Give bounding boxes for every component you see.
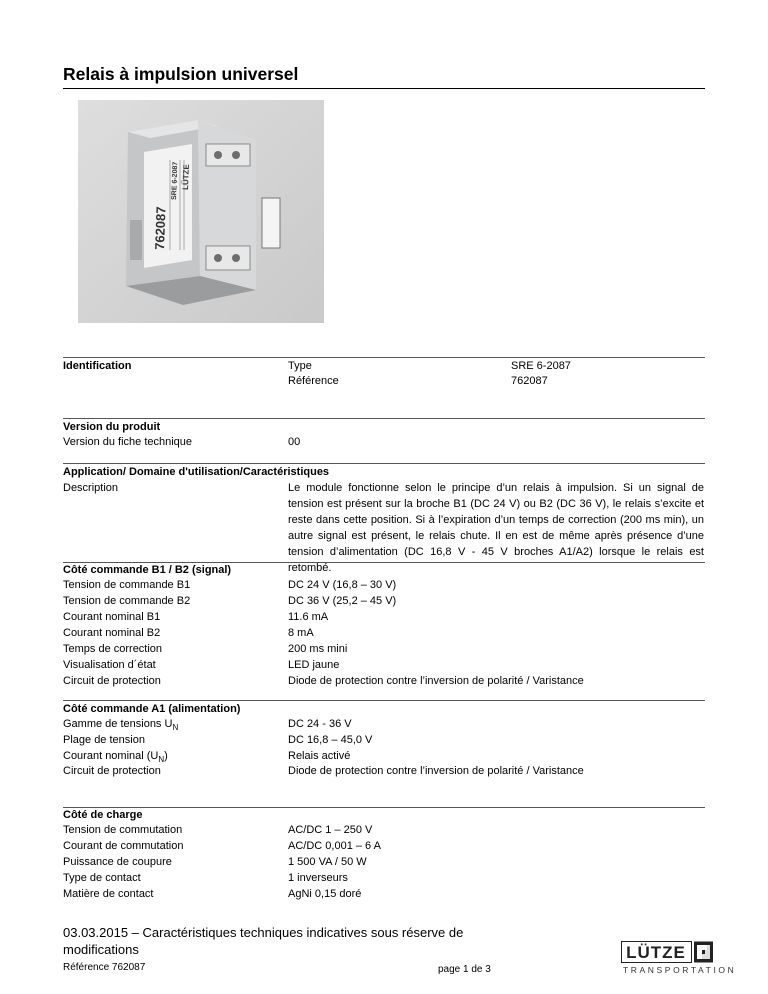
label-model: 762087: [152, 206, 169, 251]
product-photo: [78, 100, 324, 323]
cmd-b-label: Temps de correction: [63, 643, 163, 655]
relay-illustration: [78, 100, 324, 323]
fiche-version-label: Version du fiche technique: [63, 436, 193, 448]
divider: [63, 357, 705, 358]
reference-label: Référence: [288, 375, 339, 387]
brand-logo: [621, 941, 737, 975]
charge-label: Matière de contact: [63, 888, 154, 900]
section-header-charge: Côté de charge: [63, 809, 143, 821]
cmd-a-value: DC 16,8 – 45,0 V: [288, 734, 373, 746]
footer-disclaimer: 03.03.2015 – Caractéristiques techniques indicatives sous réserve de modifications: [63, 925, 464, 957]
charge-label: Tension de commutation: [63, 824, 183, 836]
cmd-b-value: LED jaune: [288, 659, 340, 671]
cmd-b-label: Circuit de protection: [63, 675, 161, 687]
section-header-version: Version du produit: [63, 421, 161, 433]
description-label: Description: [63, 482, 119, 494]
section-header-identification: Identification: [63, 360, 132, 372]
label-type: SRE 6-2087: [171, 161, 180, 201]
section-header-application: Application/ Domaine d'utilisation/Caractéristiques: [63, 466, 330, 478]
cmd-b-label: Tension de commande B1: [63, 579, 191, 591]
charge-label: Puissance de coupure: [63, 856, 172, 868]
cmd-a-value: DC 24 - 36 V: [288, 718, 352, 730]
charge-value: AgNi 0,15 doré: [288, 888, 362, 900]
cmd-b-value: DC 36 V (25,2 – 45 V): [288, 595, 397, 607]
logo-subtitle: TRANSPORTATION: [623, 965, 737, 975]
label-brand: LÜTZE: [181, 163, 191, 191]
cmd-a-label: Courant nominal $(U_N)$: [63, 750, 168, 765]
charge-value: 1 500 VA / 50 W: [288, 856, 367, 868]
cmd-b-value: DC 24 V (16,8 – 30 V): [288, 579, 397, 591]
divider: [63, 807, 705, 808]
cmd-b-label: Courant nominal B2: [63, 627, 161, 639]
cmd-b-value: 11.6 mA: [288, 611, 329, 623]
cmd-b-label: Courant nominal B1: [63, 611, 161, 623]
logo-text: LÜTZE: [626, 943, 686, 962]
charge-value: AC/DC 1 – 250 V: [288, 824, 373, 836]
charge-label: Type de contact: [63, 872, 141, 884]
cmd-a-label: Gamme de tensions $U_N$: [63, 718, 179, 733]
footer-reference: Référence 762087: [63, 962, 146, 973]
charge-value: 1 inverseurs: [288, 872, 348, 884]
cmd-a-label: Circuit de protection: [63, 765, 161, 777]
type-label: Type: [288, 360, 312, 372]
reference-value: 762087: [511, 375, 548, 387]
cmd-b-label: Visualisation d´état: [63, 659, 156, 671]
title-rule: [63, 88, 705, 89]
section-header-cmd-b: Côté commande B1 / B2 (signal): [63, 564, 232, 576]
page-number: page 1 de 3: [438, 964, 491, 975]
cmd-b-value: 8 mA: [288, 627, 314, 639]
cmd-a-label: Plage de tension: [63, 734, 145, 746]
charge-label: Courant de commutation: [63, 840, 184, 852]
type-value: SRE 6-2087: [511, 360, 571, 372]
cmd-b-value: Diode de protection contre l’inversion de polarité / Varistance: [288, 675, 584, 687]
logo-mark: [621, 941, 714, 963]
cmd-b-label: Tension de commande B2: [63, 595, 191, 607]
charge-value: AC/DC 0,001 – 6 A: [288, 840, 381, 852]
page-title: Relais à impulsion universel: [63, 64, 299, 84]
cmd-a-value: Diode de protection contre l’inversion de polarité / Varistance: [288, 765, 584, 777]
cmd-b-value: 200 ms mini: [288, 643, 348, 655]
cmd-a-value: Relais activé: [288, 750, 351, 762]
description-text: Le module fonctionne selon le principe d’un relais à impulsion. Si un signal de tension est présent sur la broche B1 (DC 24 V) ou B2 (DC 36 V), le relais s’excite et reste dans cette position. Si à l’expiration d’un temps de correction (200 ms min), un autre signal est présent, le relais chute. Il en est de même après présence d’une tension d’alimentation (DC 16,8 V - 45 V broches A1/A2) lorsque le relais est retombé.: [288, 482, 704, 574]
section-header-cmd-a: Côté commande A1 (alimentation): [63, 703, 241, 715]
fiche-version-value: 00: [288, 436, 301, 448]
